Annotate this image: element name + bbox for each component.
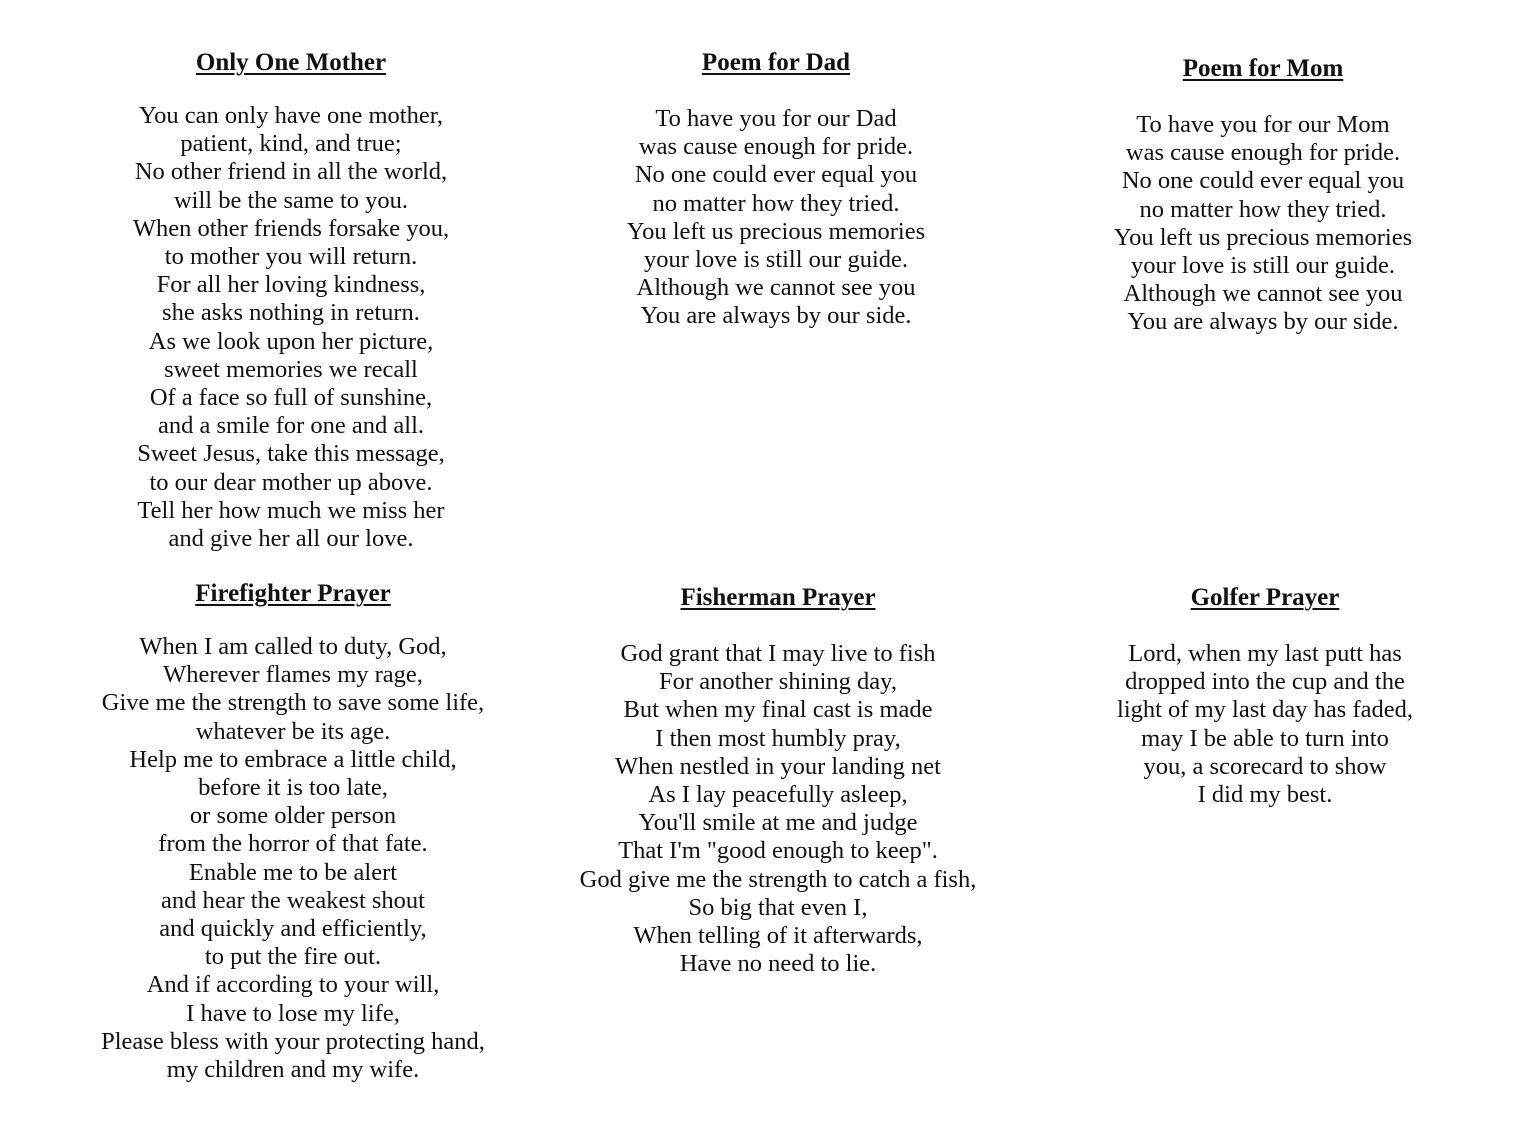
poem-line: I have to lose my life, [186,999,400,1027]
poem-firefighter-prayer [101,579,485,1084]
poem-line: As we look upon her picture, [148,327,434,355]
poem-line: You can only have one mother, [138,102,444,129]
poem-body [580,640,977,978]
poem-line: When telling of it afterwards, [633,922,923,950]
poem-line: patient, kind, and true; [180,130,402,158]
poem-line: When I am called to duty, God, [139,633,447,660]
poem-line: No one could ever equal you [634,161,918,189]
poem-for-mom [1114,54,1412,337]
poem-golfer-prayer [1117,583,1413,809]
poem-line: No one could ever equal you [1121,167,1405,195]
poem-only-one-mother [133,48,449,553]
poem-line: To have you for our Mom [1136,111,1390,138]
poem-line: As I lay peacefully asleep, [648,781,908,809]
poem-line: may I be able to turn into [1141,724,1389,752]
poem-line: Enable me to be alert [188,858,398,886]
poem-line: and quickly and efficiently, [159,915,427,943]
poem-line: your love is still our guide. [643,246,909,274]
poem-line: You left us precious memories [1113,223,1413,251]
poem-line: And if according to your will, [146,971,440,999]
poem-line: Lord, when my last putt has [1128,640,1402,667]
poem-line: and hear the weakest shout [161,886,425,914]
poem-for-dad [627,48,925,331]
poem-line: But when my final cast is made [623,696,933,724]
poem-line: You'll smile at me and judge [638,809,918,837]
poem-fisherman-prayer [580,583,977,978]
poem-line: before it is too late, [198,774,388,802]
poem-title: Poem for Dad [701,49,851,76]
poem-line: and give her all our love. [168,525,414,553]
poem-body [1114,111,1412,337]
poem-body [101,633,485,1084]
poem-line: was cause enough for pride. [638,133,914,161]
poem-line: You are always by our side. [640,302,912,330]
poem-line: sweet memories we recall [164,355,418,383]
poem-title: Golfer Prayer [1190,584,1340,611]
poem-line: Although we cannot see you [1123,280,1403,308]
poem-line: No other friend in all the world, [134,158,448,186]
poem-line: or some older person [189,802,397,830]
poem-line: to put the fire out. [204,943,382,971]
poem-line: God give me the strength to catch a fish, [579,865,977,893]
poem-line: God grant that I may live to fish [620,640,936,667]
poem-line: no matter how they tried. [652,189,900,217]
poem-line: will be the same to you. [173,186,409,214]
poem-line: Wherever flames my rage, [163,661,423,689]
poem-line: Have no need to lie. [679,950,877,978]
poem-body [133,102,449,553]
poem-line: Tell her how much we miss her [137,496,445,524]
poem-line: from the horror of that fate. [158,830,428,858]
poem-line: You are always by our side. [1127,308,1399,336]
poem-line: So big that even I, [688,893,868,921]
poem-line: light of my last day has faded, [1117,696,1413,724]
poem-line: whatever be its age. [195,717,391,745]
poem-line: was cause enough for pride. [1125,139,1401,167]
poem-line: and a smile for one and all. [157,412,425,440]
poem-line: she asks nothing in return. [162,299,420,327]
poem-line: your love is still our guide. [1130,252,1396,280]
poem-body [627,105,925,331]
poem-line: no matter how they tried. [1139,195,1387,223]
poem-title: Poem for Mom [1182,55,1344,82]
poem-line: To have you for our Dad [655,105,897,132]
poem-line: You left us precious memories [626,217,926,245]
poem-title: Firefighter Prayer [195,580,391,607]
poem-line: Give me the strength to save some life, [101,689,485,717]
poem-line: Please bless with your protecting hand, [101,1027,485,1055]
poem-line: That I'm "good enough to keep". [618,837,938,865]
poem-line: When nestled in your landing net [615,752,941,780]
poem-line: Help me to embrace a little child, [129,745,457,773]
poem-line: I then most humbly pray, [655,724,901,752]
poem-title: Fisherman Prayer [680,584,876,611]
poem-line: to mother you will return. [164,243,418,271]
poem-line: Of a face so full of sunshine, [149,384,433,412]
poem-line: to our dear mother up above. [149,468,433,496]
poem-line: you, a scorecard to show [1143,752,1387,780]
poem-line: Sweet Jesus, take this message, [137,440,445,468]
poem-line: dropped into the cup and the [1125,668,1405,696]
poem-line: Although we cannot see you [636,274,916,302]
poem-line: I did my best. [1197,781,1333,809]
poem-body [1117,640,1413,809]
poem-line: When other friends forsake you, [132,214,450,242]
poem-line: For all her loving kindness, [156,271,426,299]
poem-line: For another shining day, [659,668,897,696]
poem-line: my children and my wife. [166,1056,420,1084]
poem-title: Only One Mother [195,49,387,76]
